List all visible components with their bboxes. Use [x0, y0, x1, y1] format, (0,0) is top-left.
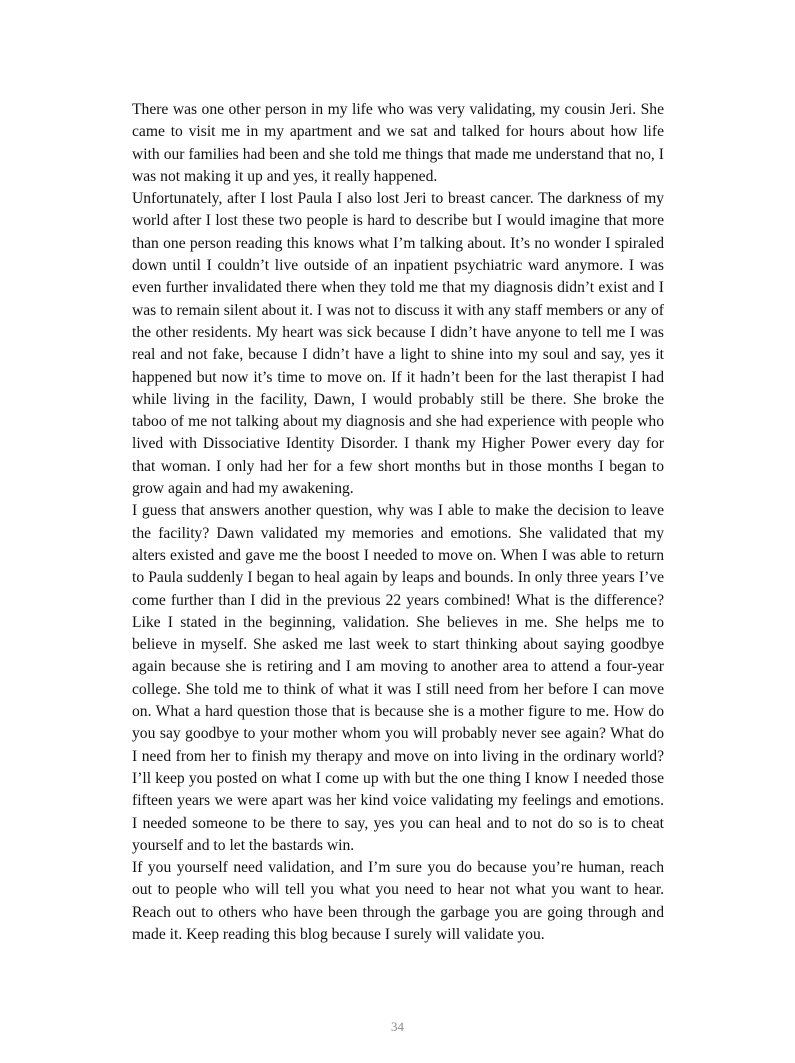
paragraph-4: If you yourself need validation, and I’m sure you do because you’re human, reach out to people who will tell you what you need to hear not what you want to hear. Reach out to others who have been through the garbage you are going through and made it. Keep reading this blog because I surely will validate you. [132, 859, 664, 943]
paragraph-1: There was one other person in my life who was very validating, my cousin Jeri. She came to visit me in my apartment and we sat and talked for hours about how life with our families had been and she told me things that made me understand that no, I was not making it up and yes, it really happened. [132, 101, 664, 185]
paragraph-3: I guess that answers another question, why was I able to make the decision to leave the facility? Dawn validated my memories and emotions. She validated that my alters existed and gave me the boost I needed to move on. When I was able to return to Paula suddenly I began to heal again by leaps and bounds. In only three years I’ve come further than I did in the previous 22 years combined! What is the difference? Like I stated in the beginning, validation. She believes in me. She helps me to believe in myself. She asked me last week to start thinking about saying goodbye again because she is retiring and I am moving to another area to attend a four-year college. She told me to think of what it was I still need from her before I can move on. What a hard question those that is because she is a mother figure to me. How do you say goodbye to your mother whom you will probably never see again? What do I need from her to finish my therapy and move on into living in the ordinary world? I’ll keep you posted on what I come up with but the one thing I know I needed those fifteen years we were apart was her kind voice validating my feelings and emotions. I needed someone to be there to say, yes you can heal and to not do so is to cheat yourself and to let the bastards win. [132, 502, 664, 854]
page-number: 34 [391, 1019, 404, 1034]
paragraph-2: Unfortunately, after I lost Paula I also lost Jeri to breast cancer. The darkness of my world after I lost these two people is hard to describe but I would imagine that more than one person reading this knows what I’m talking about. It’s no wonder I spiraled down until I couldn’t live outside of an inpatient psychiatric ward anymore. I was even further invalidated there when they told me that my diagnosis didn’t exist and I was to remain silent about it. I was not to discuss it with any staff members or any of the other residents. My heart was sick because I didn’t have anyone to tell me I was real and not fake, because I didn’t have a light to shine into my soul and say, yes it happened but now it’s time to move on. If it hadn’t been for the last therapist I had while living in the facility, Dawn, I would probably still be there. She broke the taboo of me not talking about my diagnosis and she had experience with people who lived with Dissociative Identity Disorder. I thank my Higher Power every day for that woman. I only had her for a few short months but in those months I began to grow again and had my awakening. [132, 190, 664, 498]
body-text [132, 99, 664, 946]
